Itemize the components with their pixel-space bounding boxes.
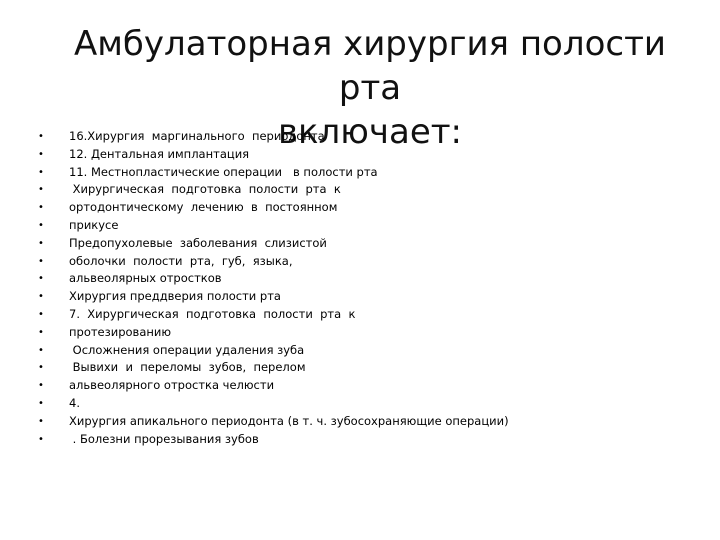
list-item-text: Предопухолевые заболевания слизистой [69, 235, 327, 250]
list-item [38, 199, 698, 217]
list-item [38, 359, 698, 377]
list-item-text: Хирургия преддверия полости рта [69, 289, 281, 304]
list-item [38, 270, 698, 288]
bullet-icon: • [38, 184, 44, 196]
bullet-icon: • [38, 131, 44, 142]
list-item [38, 431, 698, 449]
list-item [38, 128, 698, 146]
list-item [38, 235, 698, 253]
list-item [38, 217, 698, 235]
bullet-icon: • [38, 148, 44, 160]
list-item [38, 377, 698, 395]
list-item [38, 253, 698, 271]
bullet-icon: • [38, 219, 44, 231]
list-item-text: прикусе [69, 217, 119, 232]
list-item-text: 11. Местнопластические операции в полости рта [69, 164, 378, 179]
list-item-text: оболочки полости рта, губ, языка, [69, 253, 293, 268]
bullet-icon: • [38, 326, 44, 338]
list-item-text: 4. [69, 395, 80, 410]
list-item-text: Хирургия апикального периодонта (в т. ч. зубосохраняющие операции) [69, 413, 509, 428]
list-item [38, 164, 698, 182]
bullet-icon: • [38, 308, 44, 320]
list-item-text: 7. Хирургическая подготовка полости рта к [69, 306, 356, 321]
list-item [38, 288, 698, 306]
bullet-icon: • [38, 202, 44, 214]
list-item-text: ортодонтическому лечению в постоянном [69, 200, 338, 215]
bullet-icon: • [38, 291, 44, 303]
bullet-icon: • [38, 344, 44, 356]
bullet-icon: • [38, 237, 44, 249]
list-item [38, 146, 698, 164]
list-item [38, 306, 698, 324]
list-item-text: Осложнения операции удаления зуба [69, 342, 305, 357]
list-item-text: 12. Дентальная имплантация [69, 146, 250, 161]
bullet-icon: • [38, 397, 44, 409]
bullet-icon: • [38, 415, 44, 427]
bullet-icon: • [38, 255, 44, 267]
list-item-text: 16.Хирургия маргинального периодонта [69, 129, 325, 143]
list-item [38, 324, 698, 342]
bullet-icon: • [38, 433, 44, 445]
bullet-icon: • [38, 380, 44, 392]
list-item [38, 181, 698, 199]
bullet-icon: • [38, 273, 44, 285]
list-item-text: протезированию [69, 324, 172, 339]
list-item-text: Хирургическая подготовка полости рта к [69, 182, 341, 197]
bullet-icon: • [38, 166, 44, 178]
title-line-2: включает: [277, 112, 463, 152]
list-item [38, 395, 698, 413]
list-item-text: альвеолярных отростков [69, 271, 222, 286]
list-item [38, 413, 698, 431]
bullet-list [38, 128, 698, 448]
list-item-text: . Болезни прорезывания зубов [69, 431, 259, 446]
title-line-1: Амбулаторная хирургия полости рта [74, 24, 666, 108]
list-item-text: альвеолярного отростка челюсти [69, 378, 275, 393]
bullet-icon: • [38, 362, 44, 374]
list-item-text: Вывихи и переломы зубов, перелом [69, 360, 306, 375]
list-item [38, 342, 698, 360]
